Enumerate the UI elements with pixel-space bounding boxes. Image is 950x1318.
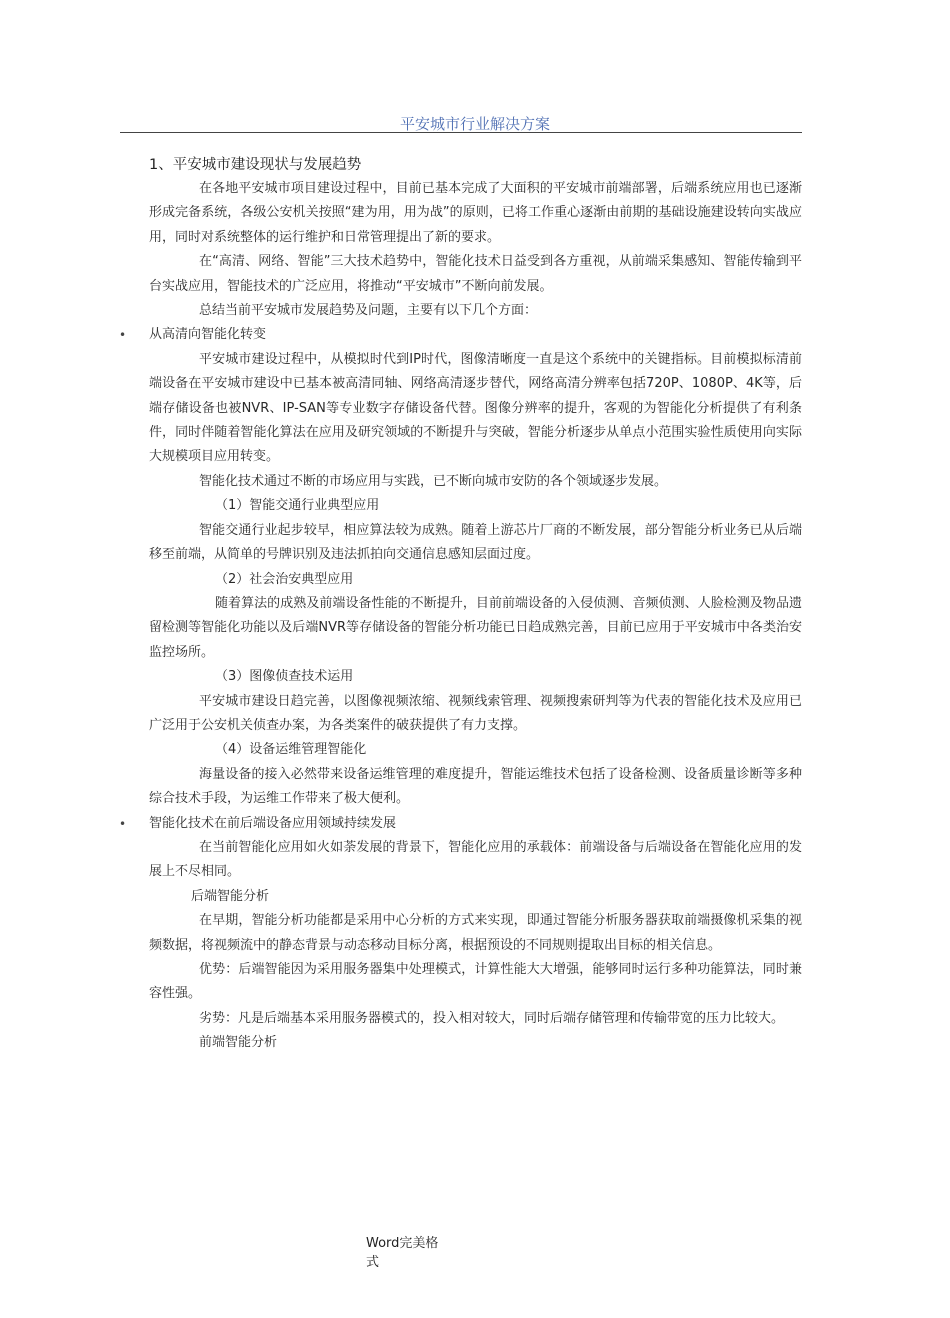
bullet-title: 智能化技术在前后端设备应用领域持续发展: [149, 815, 397, 831]
subheading: 前端智能分析: [199, 1035, 278, 1051]
footer-line: 式: [366, 1255, 380, 1270]
bullet-dot-icon: •: [119, 328, 127, 343]
subheading: （2）社会治安典型应用: [215, 571, 354, 587]
paragraph: 在“高清、网络、智能”三大技术趋势中，智能化技术日益受到各方重视，从前端采集感知、智能传输到平台实战应用，智能技术的广泛应用，将推动“平安城市”不断向前发展。: [149, 254, 802, 294]
paragraph: 总结当前平安城市发展趋势及问题，主要有以下几个方面：: [199, 303, 538, 319]
paragraph: 在早期，智能分析功能都是采用中心分析的方式来实现，即通过智能分析服务器获取前端摄像机采集的视频数据，将视频流中的静态背景与动态移动目标分离，根据预设的不同规则提取出目标的相关信息。: [149, 913, 802, 953]
subheading: （1）智能交通行业典型应用: [215, 498, 380, 514]
bullet-dot-icon: •: [119, 816, 127, 831]
subheading: （4）设备运维管理智能化: [215, 742, 367, 758]
page-footer: [366, 1234, 456, 1272]
paragraph: 在当前智能化应用如火如荼发展的背景下，智能化应用的承载体：前端设备与后端设备在智能化应用的发展上不尽相同。: [149, 839, 802, 880]
paragraph: 劣势：凡是后端基本采用服务器模式的，投入相对较大，同时后端存储管理和传输带宽的压力比较大。: [199, 1010, 785, 1026]
paragraph: 智能交通行业起步较早，相应算法较为成熟。随着上游芯片厂商的不断发展，部分智能分析业务已从后端移至前端，从简单的号牌识别及违法抓拍向交通信息感知层面过度。: [149, 522, 802, 563]
footer-line: Word完美格: [366, 1236, 439, 1251]
section-heading: 1、平安城市建设现状与发展趋势: [149, 157, 362, 173]
bullet-title: 从高清向智能化转变: [149, 327, 267, 343]
paragraph: 在各地平安城市项目建设过程中，目前已基本完成了大面积的平安城市前端部署，后端系统应用也已逐渐形成完备系统，各级公安机关按照“建为用，用为战”的原则，已将工作重心逐渐由前期的基础设施建设转向实战应用，同时对系统整体的运行维护和日常管理提出了新的要求。: [149, 181, 802, 245]
paragraph: 智能化技术通过不断的市场应用与实践，已不断向城市安防的各个领域逐步发展。: [199, 473, 668, 489]
paragraph: 平安城市建设日趋完善，以图像视频浓缩、视频线索管理、视频搜索研判等为代表的智能化技术及应用已广泛用于公安机关侦查办案，为各类案件的破获提供了有力支撑。: [149, 693, 802, 733]
document-header-title: 平安城市行业解决方案: [399, 115, 550, 133]
paragraph: 平安城市建设过程中，从模拟时代到IP时代，图像清晰度一直是这个系统中的关键指标。目前模拟标清前端设备在平安城市建设中已基本被高清同轴、网络高清逐步替代，网络高清分辨率包括720P、1080P、4K等，后端存储设备也被NVR、IP-SAN等专业数字存储设备代替。图像分辨率的提升，客观的为智能化分析提供了有利条件，同时伴随着智能化算法在应用及研究领域的不断提升与突破，智能分析逐步从单点小范围实验性质使用向实际大规模项目应用转变。: [149, 351, 802, 465]
header-divider: [120, 132, 802, 133]
bullet-item: [119, 323, 802, 347]
paragraph: 海量设备的接入必然带来设备运维管理的难度提升，智能运维技术包括了设备检测、设备质量诊断等多种综合技术手段，为运维工作带来了极大便利。: [149, 766, 802, 807]
paragraph: 优势：后端智能因为采用服务器集中处理模式，计算性能大大增强，能够同时运行多种功能算法，同时兼容性强。: [149, 962, 802, 1002]
subheading: （3）图像侦查技术运用: [215, 669, 354, 685]
bullet-item: [119, 812, 802, 836]
document-body: [119, 153, 802, 1056]
paragraph: 随着算法的成熟及前端设备性能的不断提升，目前前端设备的入侵侦测、音频侦测、人脸检测及物品遗留检测等智能化功能以及后端NVR等存储设备的智能分析功能已日趋成熟完善，目前已应用于平安城市中各类治安监控场所。: [149, 595, 802, 660]
subheading: 后端智能分析: [191, 888, 270, 904]
